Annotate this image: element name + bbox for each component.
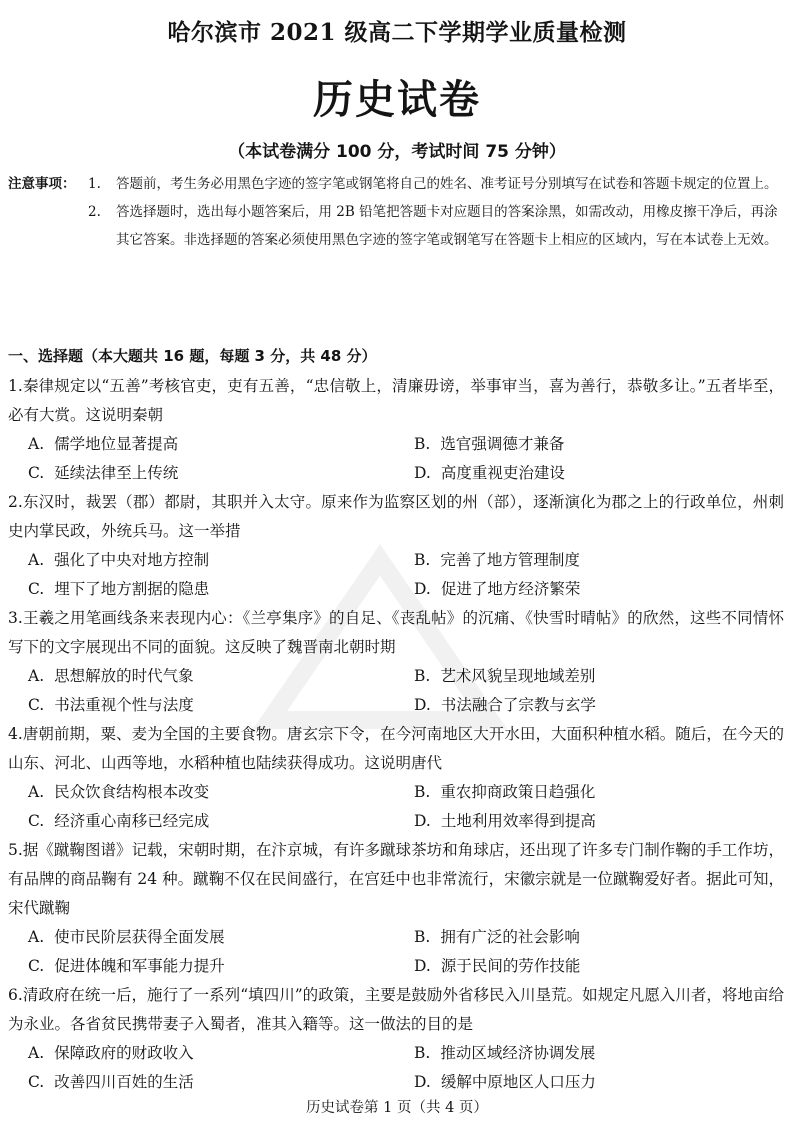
question-text: 据《蹴鞠图谱》记载，宋朝时期，在汴京城，有许多蹴球茶坊和角球店，还出现了许多专门制作鞠的手工作坊，有品牌的商品鞠有 24 种。蹴鞠不仅在民间盛行，在宫廷中也非常流行，宋徽宗就是一位蹴鞠爱好者。据此可知，宋代蹴鞠 bbox=[8, 841, 784, 917]
notice-item bbox=[88, 198, 788, 254]
option-letter: D. bbox=[414, 1073, 431, 1091]
option-text: 推动区域经济协调发展 bbox=[440, 1044, 596, 1062]
option-text: 重农抑商政策日趋强化 bbox=[440, 783, 596, 801]
option-a bbox=[8, 662, 394, 691]
option-text: 儒学地位显著提高 bbox=[54, 435, 179, 453]
option-text: 延续法律至上传统 bbox=[54, 464, 179, 482]
option-letter: D. bbox=[414, 696, 431, 714]
option-letter: C. bbox=[28, 812, 45, 830]
option-a bbox=[8, 430, 394, 459]
option-letter: A. bbox=[28, 551, 45, 569]
option-text: 完善了地方管理制度 bbox=[440, 551, 580, 569]
option-text: 拥有广泛的社会影响 bbox=[440, 928, 580, 946]
option-d bbox=[394, 1068, 784, 1097]
option-text: 经济重心南移已经完成 bbox=[54, 812, 210, 830]
question-stem bbox=[8, 488, 784, 546]
option-text: 埋下了地方割据的隐患 bbox=[54, 580, 210, 598]
option-text: 民众饮食结构根本改变 bbox=[54, 783, 210, 801]
question-number: 2. bbox=[8, 493, 23, 511]
option-letter: B. bbox=[414, 1044, 431, 1062]
question-stem bbox=[8, 836, 784, 923]
option-letter: A. bbox=[28, 783, 45, 801]
option-text: 高度重视吏治建设 bbox=[440, 464, 565, 482]
question-number: 3. bbox=[8, 609, 23, 627]
option-text: 书法重视个性与法度 bbox=[54, 696, 194, 714]
option-text: 艺术风貌呈现地域差别 bbox=[440, 667, 596, 685]
question-text: 唐朝前期，粟、麦为全国的主要食物。唐玄宗下令，在今河南地区大开水田，大面积种植水稻。随后，在今天的山东、河北、山西等地，水稻种植也陆续获得成功。这说明唐代 bbox=[8, 725, 784, 772]
option-c bbox=[8, 459, 394, 488]
question-stem bbox=[8, 981, 784, 1039]
question-text: 东汉时，裁罢（郡）都尉，其职并入太守。原来作为监察区划的州（部），逐渐演化为郡之上的行政单位，州刺史内掌民政，外统兵马。这一举措 bbox=[8, 493, 784, 540]
question-stem bbox=[8, 720, 784, 778]
option-text: 土地利用效率得到提高 bbox=[440, 812, 596, 830]
question-5 bbox=[8, 836, 784, 981]
option-letter: D. bbox=[414, 957, 431, 975]
option-d bbox=[394, 807, 784, 836]
option-letter: A. bbox=[28, 667, 45, 685]
option-a bbox=[8, 546, 394, 575]
option-d bbox=[394, 575, 784, 604]
option-text: 源于民间的劳作技能 bbox=[440, 957, 581, 975]
option-letter: C. bbox=[28, 580, 45, 598]
question-stem bbox=[8, 372, 784, 430]
question-text: 秦律规定以“五善”考核官吏，吏有五善，“忠信敬上，清廉毋谤，举事审当，喜为善行，恭敬多让。”五者毕至，必有大赏。这说明秦朝 bbox=[8, 377, 784, 424]
school-exam-line: 哈尔滨市 2021 级高二下学期学业质量检测 bbox=[167, 19, 627, 46]
option-c bbox=[8, 1068, 394, 1097]
option-c bbox=[8, 575, 394, 604]
option-d bbox=[394, 691, 784, 720]
option-letter: B. bbox=[414, 435, 431, 453]
question-stem bbox=[8, 604, 784, 662]
option-b bbox=[394, 778, 784, 807]
option-grid bbox=[8, 430, 784, 488]
option-letter: D. bbox=[414, 812, 431, 830]
notice-item-number: 2. bbox=[88, 204, 101, 220]
question-number: 5. bbox=[8, 841, 23, 859]
option-letter: A. bbox=[28, 928, 45, 946]
option-grid bbox=[8, 923, 784, 981]
option-a bbox=[8, 923, 394, 952]
option-d bbox=[394, 952, 784, 981]
question-2 bbox=[8, 488, 784, 604]
option-letter: D. bbox=[414, 580, 431, 598]
question-text: 清政府在统一后，施行了一系列“填四川”的政策，主要是鼓励外省移民入川垦荒。如规定凡愿入川者，将地亩给为永业。各省贫民携带妻子入蜀者，准其入籍等。这一做法的目的是 bbox=[8, 986, 784, 1033]
option-b bbox=[394, 662, 784, 691]
question-1 bbox=[8, 372, 784, 488]
option-letter: D. bbox=[414, 464, 431, 482]
question-number: 4. bbox=[8, 725, 23, 743]
option-text: 改善四川百姓的生活 bbox=[54, 1073, 194, 1091]
option-letter: B. bbox=[414, 551, 431, 569]
section-header: 一、选择题（本大题共 16 题，每题 3 分，共 48 分） bbox=[8, 347, 377, 365]
option-letter: C. bbox=[28, 696, 45, 714]
option-grid bbox=[8, 662, 784, 720]
option-b bbox=[394, 923, 784, 952]
option-text: 选官强调德才兼备 bbox=[440, 435, 565, 453]
option-text: 强化了中央对地方控制 bbox=[54, 551, 210, 569]
option-letter: B. bbox=[414, 783, 431, 801]
option-c bbox=[8, 952, 394, 981]
option-a bbox=[8, 778, 394, 807]
option-grid bbox=[8, 546, 784, 604]
option-a bbox=[8, 1039, 394, 1068]
option-text: 促进体魄和军事能力提升 bbox=[54, 957, 225, 975]
option-grid bbox=[8, 778, 784, 836]
option-c bbox=[8, 691, 394, 720]
page-footer: 历史试卷第 1 页（共 4 页） bbox=[306, 1100, 488, 1116]
option-letter: A. bbox=[28, 1044, 45, 1062]
option-b bbox=[394, 1039, 784, 1068]
question-6 bbox=[8, 981, 784, 1097]
question-number: 1. bbox=[8, 377, 23, 395]
option-text: 书法融合了宗教与玄学 bbox=[440, 696, 596, 714]
option-b bbox=[394, 430, 784, 459]
option-c bbox=[8, 807, 394, 836]
option-letter: C. bbox=[28, 1073, 45, 1091]
option-b bbox=[394, 546, 784, 575]
option-text: 保障政府的财政收入 bbox=[54, 1044, 194, 1062]
option-text: 思想解放的时代气象 bbox=[54, 667, 194, 685]
notice-item-text: 答选择题时，选出每小题答案后，用 2B 铅笔把答题卡对应题目的答案涂黑，如需改动，用橡皮擦干净后，再涂其它答案。非选择题的答案必须使用黑色字迹的签字笔或钢笔写在答题卡上相应的区域内，写在本试卷上无效。 bbox=[116, 204, 778, 248]
question-3 bbox=[8, 604, 784, 720]
question-4 bbox=[8, 720, 784, 836]
option-letter: C. bbox=[28, 957, 45, 975]
notice-item-text: 答题前，考生务必用黑色字迹的签字笔或钢笔将自己的姓名、准考证号分别填写在试卷和答题卡规定的位置上。 bbox=[116, 176, 778, 192]
option-letter: B. bbox=[414, 667, 431, 685]
exam-title: 历史试卷 bbox=[313, 76, 481, 123]
option-letter: A. bbox=[28, 435, 45, 453]
question-number: 6. bbox=[8, 986, 23, 1004]
option-letter: B. bbox=[414, 928, 431, 946]
question-list bbox=[8, 372, 784, 1097]
question-text: 王羲之用笔画线条来表现内心：《兰亭集序》的自足、《丧乱帖》的沉痛、《快雪时晴帖》的欣然，这些不同情怀写下的文字展现出不同的面貌。这反映了魏晋南北朝时期 bbox=[8, 609, 784, 656]
notice-block bbox=[8, 170, 788, 254]
option-text: 缓解中原地区人口压力 bbox=[440, 1073, 596, 1091]
option-grid bbox=[8, 1039, 784, 1097]
notice-item-number: 1. bbox=[88, 176, 101, 192]
option-text: 促进了地方经济繁荣 bbox=[440, 580, 581, 598]
notice-item bbox=[88, 170, 788, 198]
notice-label: 注意事项： bbox=[8, 176, 76, 192]
option-text: 使市民阶层获得全面发展 bbox=[54, 928, 225, 946]
option-letter: C. bbox=[28, 464, 45, 482]
exam-subtitle: （本试卷满分 100 分，考试时间 75 分钟） bbox=[228, 142, 566, 162]
option-d bbox=[394, 459, 784, 488]
